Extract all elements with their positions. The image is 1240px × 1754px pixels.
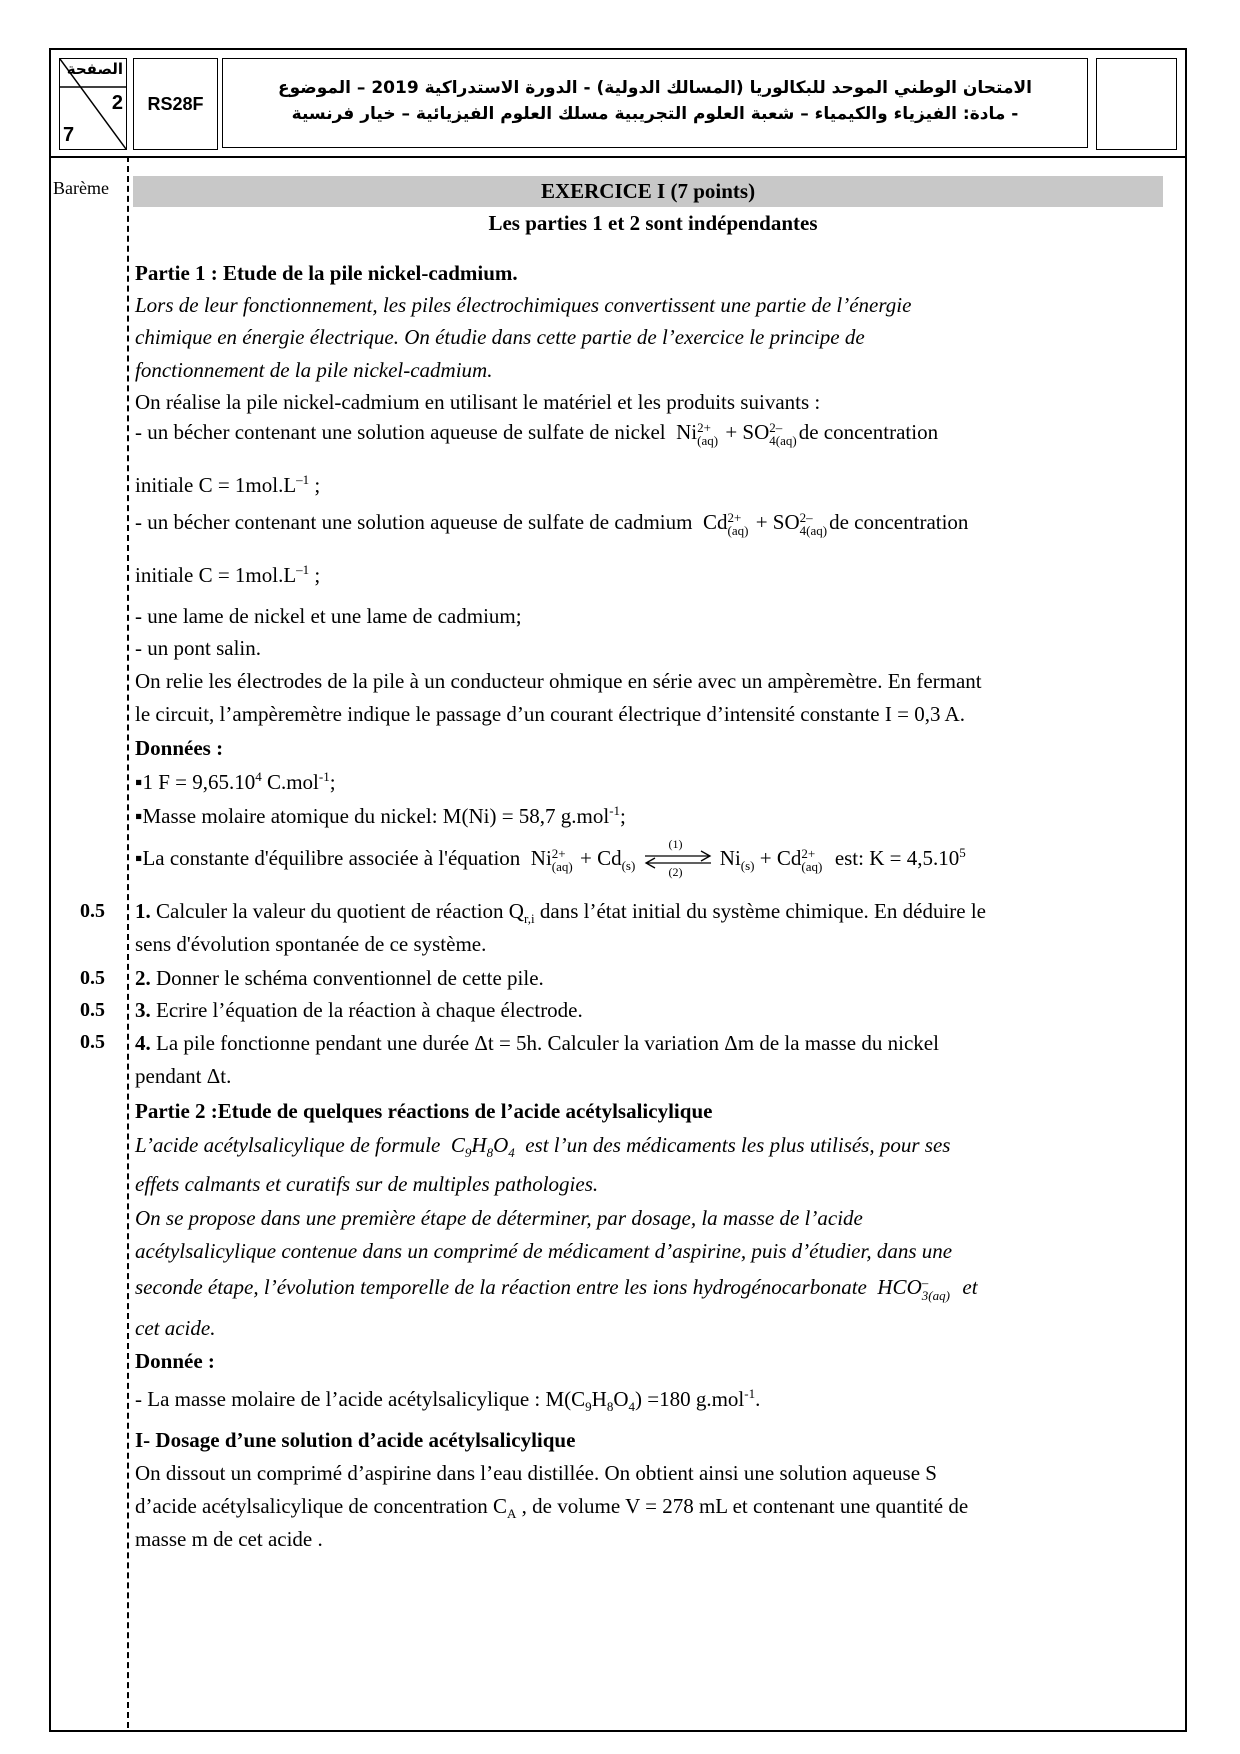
- data-title: Données :: [135, 736, 224, 760]
- aspirin-formula: $C_9H_8O_4$: [450, 1133, 515, 1161]
- exercise-subtitle: Les parties 1 et 2 sont indépendantes: [488, 211, 818, 235]
- part2-intro-1: L’acide acétylsalicylique de formule $C_9H_8O_4$ est l’un des médicaments les plus utilisés, pour ses: [135, 1133, 951, 1161]
- question-1-cont: sens d'évolution spontanée de ce système.: [135, 932, 487, 956]
- data-equilibrium: ▪La constante d'équilibre associée à l'équation Ni 2+ (aq) + $Cd_{(s)}$ (1) (2) $Ni_{(s)} + Cd$ 2+ (aq) est: $K = 4,5.10^5$: [135, 837, 966, 879]
- material-item-4: - un pont salin.: [135, 636, 261, 660]
- part2-intro-6: cet acide.: [135, 1316, 216, 1340]
- question-3: 3. Ecrire l’équation de la réaction à chaque électrode.: [135, 998, 583, 1022]
- material-item-3: - une lame de nickel et une lame de cadmium;: [135, 604, 522, 628]
- circuit-line-1: On relie les électrodes de la pile à un conducteur ohmique en série avec un ampèremètre. En fermant: [135, 669, 982, 693]
- part2-intro-3: On se propose dans une première étape de déterminer, par dosage, la masse de l’acide: [135, 1206, 863, 1230]
- bareme-label: Barème: [53, 178, 109, 198]
- part2-molar-mass: - La masse molaire de l’acide acétylsalicylique : $M(C_9H_8O_4) =180$ g.mol$^{-1}$.: [135, 1386, 761, 1415]
- part1-title: Partie 1 : Etude de la pile nickel-cadmium.: [135, 261, 518, 285]
- section-line-2: d’acide acétylsalicylique de concentration $C_A$ , de volume V = 278 mL et contenant une quantité de: [135, 1494, 969, 1522]
- score-q3: 0.5: [80, 999, 105, 1021]
- page-word: الصفحة: [66, 60, 123, 78]
- beaker1-line: - un bécher contenant une solution aqueuse de sulfate de nickel Ni 2+ (aq) + SO 2– 4(aq) de concentration: [135, 420, 939, 449]
- part2-title: Partie 2 :Etude de quelques réactions de l’acide acétylsalicylique: [135, 1099, 713, 1123]
- part1-intro-2: chimique en énergie électrique. On étudie dans cette partie de l’exercice le principe de: [135, 325, 865, 349]
- question-4-cont: pendant Δt.: [135, 1064, 232, 1088]
- header-divider: [49, 156, 1185, 158]
- beaker2-conc: initiale $C = 1mol.L^{-1}$ ;: [135, 562, 321, 587]
- exam-title-line1: الامتحان الوطني الموحد للبكالوريا (المسالك الدولية) - الدورة الاستدراكية 2019 – الموضوع: [278, 78, 1032, 98]
- page-number-box: [59, 58, 127, 150]
- data-faraday: ▪1 $F = 9,65.10^4$ C.mol$^{-1}$;: [135, 769, 336, 794]
- score-q2: 0.5: [80, 967, 105, 989]
- data-molar-mass: ▪Masse molaire atomique du nickel: M(Ni) = 58,7 g.mol$^{-1}$;: [135, 803, 626, 828]
- page-number: 2: [111, 92, 123, 114]
- part1-intro-1: Lors de leur fonctionnement, les piles électrochimiques convertissent une partie de l’énergie: [135, 293, 912, 317]
- beaker2-line: - un bécher contenant une solution aqueuse de sulfate de cadmium Cd 2+ (aq) + SO 2– 4(aq) de concentration: [135, 510, 969, 539]
- part2-intro-4: acétylsalicylique contenue dans un comprimé de médicament d’aspirine, puis d’étudier, dans une: [135, 1239, 953, 1263]
- question-2: 2. Donner le schéma conventionnel de cette pile.: [135, 966, 544, 990]
- materials-intro: On réalise la pile nickel-cadmium en utilisant le matériel et les produits suivants :: [135, 390, 821, 414]
- beaker1-conc: initiale $C = 1mol.L^{-1}$ ;: [135, 472, 321, 497]
- section-line-1: On dissout un comprimé d’aspirine dans l’eau distillée. On obtient ainsi une solution aqueuse S: [135, 1461, 937, 1485]
- question-1: 1. Calculer la valeur du quotient de réaction $Q_{r,i}$ dans l’état initial du système chimique. En déduire le: [135, 899, 987, 927]
- exam-title-line2: - مادة: الفيزياء والكيمياء – شعبة العلوم التجريبية مسلك العلوم الفيزيائية – خيار فرنسية: [291, 104, 1019, 124]
- part1-intro-3: fonctionnement de la pile nickel-cadmium.: [135, 358, 493, 382]
- equilibrium-arrow: (1) (2): [643, 843, 713, 877]
- score-q4: 0.5: [80, 1031, 105, 1053]
- blank-box: [1096, 58, 1177, 150]
- page-total: 7: [63, 124, 75, 146]
- score-q1: 0.5: [80, 900, 105, 922]
- question-4: 4. La pile fonctionne pendant une durée Δt = 5h. Calculer la variation Δm de la masse du nickel: [135, 1031, 939, 1055]
- exam-code: RS28F: [133, 58, 218, 150]
- circuit-line-2: le circuit, l’ampèremètre indique le passage d’un courant électrique d’intensité constante I = 0,3 A.: [135, 702, 965, 726]
- exercise-title: EXERCICE I (7 points): [133, 176, 1163, 207]
- bareme-divider: [127, 156, 129, 1728]
- part2-data-title: Donnée :: [135, 1349, 215, 1373]
- section-line-3: masse m de cet acide .: [135, 1527, 323, 1551]
- part2-intro-5: seconde étape, l’évolution temporelle de la réaction entre les ions hydrogénocarbonate HCO – 3(aq) et: [135, 1275, 978, 1304]
- exam-title: [222, 58, 1088, 148]
- part2-intro-2: effets calmants et curatifs sur de multiples pathologies.: [135, 1172, 599, 1196]
- section-title: I- Dosage d’une solution d’acide acétylsalicylique: [135, 1428, 576, 1452]
